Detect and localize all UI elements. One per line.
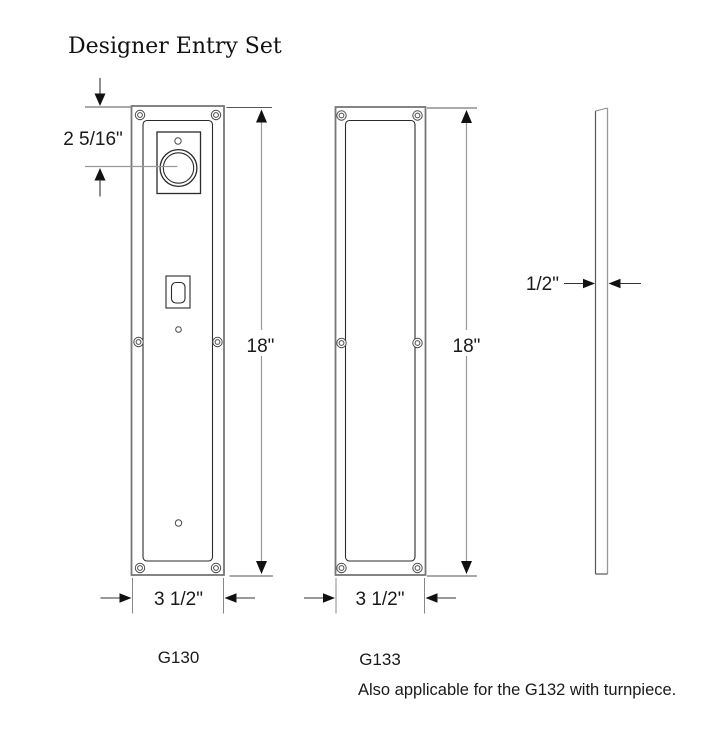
screw-icon	[337, 563, 346, 572]
arrow-left-icon	[225, 593, 237, 603]
arrow-down-icon	[95, 94, 106, 107]
dim-cylinder-offset-label: 2 5/16"	[63, 129, 123, 150]
dim-g133-height-label: 18"	[452, 336, 481, 357]
screw-icon	[135, 563, 144, 572]
arrow-left-icon	[426, 593, 438, 603]
screw-icon	[413, 338, 422, 347]
arrow-left-icon	[609, 279, 621, 289]
screw-icon	[211, 563, 220, 572]
dim-g133-width	[304, 578, 456, 614]
dim-g130-height-label: 18"	[246, 336, 275, 357]
dim-g133-width-label: 3 1/2"	[355, 589, 405, 610]
arrow-up-icon	[461, 110, 472, 123]
dim-g130-height	[227, 108, 275, 577]
dim-profile-thickness	[526, 274, 641, 295]
g133-outer-plate	[336, 107, 426, 575]
screw-icon	[413, 111, 422, 120]
arrow-down-icon	[461, 561, 472, 574]
page-title: Designer Entry Set	[68, 34, 282, 59]
arrow-up-icon	[95, 168, 106, 181]
screw-icon	[337, 338, 346, 347]
arrow-down-icon	[256, 561, 267, 574]
arrow-right-icon	[323, 593, 335, 603]
g130-part-label: G130	[157, 648, 200, 667]
arrow-up-icon	[256, 110, 267, 123]
screw-icon	[337, 111, 346, 120]
arrow-right-icon	[120, 593, 132, 603]
arrow-right-icon	[583, 279, 595, 289]
profile-edge-drawing	[596, 108, 608, 574]
screw-icon	[213, 337, 222, 346]
dim-g133-height	[427, 108, 480, 576]
screw-icon	[135, 110, 144, 119]
dim-profile-thickness-label: 1/2"	[525, 274, 559, 295]
g133-part-label: G133	[359, 650, 401, 669]
profile-body	[596, 108, 608, 574]
g130-plate-drawing	[132, 106, 225, 575]
dim-g130-width	[101, 578, 256, 614]
g133-plate-drawing	[336, 107, 426, 575]
dim-g130-width-label: 3 1/2"	[153, 589, 204, 610]
g130-cylinder-housing	[157, 132, 201, 194]
screw-icon	[211, 110, 220, 119]
footnote-text: Also applicable for the G132 with turnpiece.	[358, 681, 677, 699]
screw-icon	[134, 337, 143, 346]
screw-icon	[413, 563, 422, 572]
